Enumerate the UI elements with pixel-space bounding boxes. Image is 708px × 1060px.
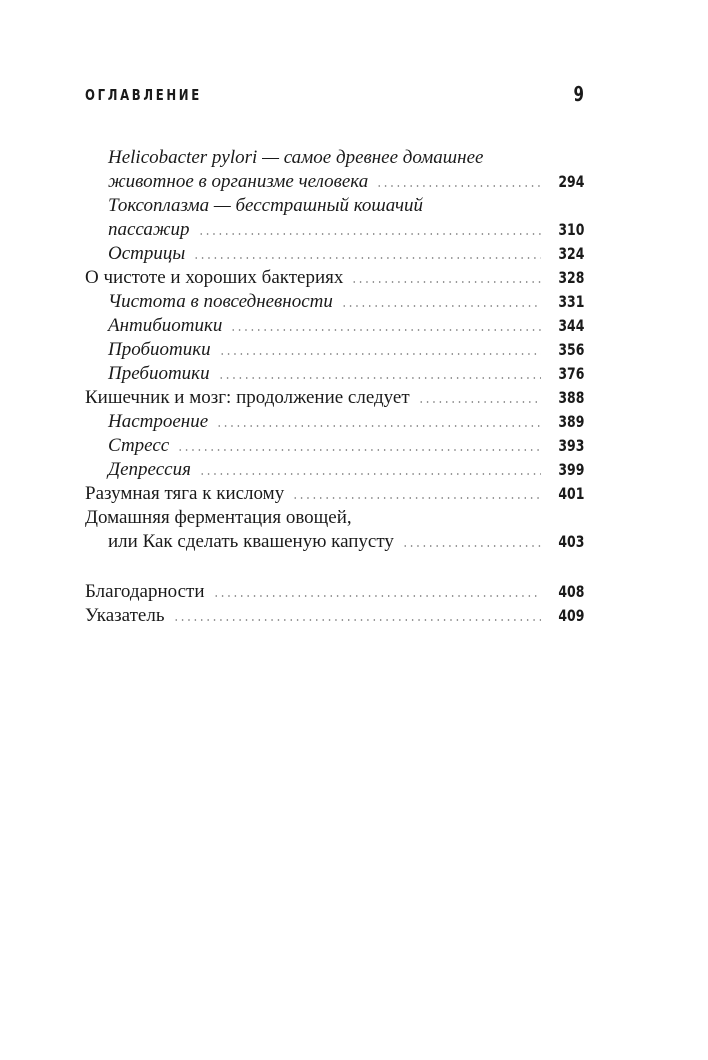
toc-entry-line <box>108 146 584 170</box>
table-of-contents <box>85 146 584 628</box>
toc-entry-title: Настроение <box>108 411 209 432</box>
dot-leader <box>402 544 541 548</box>
toc-entry-title: Острицы <box>108 243 186 264</box>
toc-entry[interactable] <box>85 604 584 628</box>
toc-page-number: 310 <box>557 220 584 239</box>
toc-entry-line <box>108 362 584 386</box>
toc-entry-line <box>108 410 584 434</box>
toc-entry[interactable] <box>85 506 584 554</box>
toc-entry[interactable] <box>85 338 584 362</box>
toc-page-number: 356 <box>557 340 584 359</box>
toc-page-number: 294 <box>557 172 584 191</box>
toc-entry[interactable] <box>85 314 584 338</box>
toc-page-number: 403 <box>557 532 584 551</box>
toc-entry[interactable] <box>85 386 584 410</box>
toc-entry[interactable] <box>85 242 584 266</box>
toc-entry-line <box>108 218 584 242</box>
toc-entry-title: животное в организме человека <box>108 171 369 192</box>
toc-entry-line <box>85 580 584 604</box>
toc-entry-line <box>108 242 584 266</box>
page-number: 9 <box>573 82 584 106</box>
toc-entry[interactable] <box>85 362 584 386</box>
toc-entry[interactable] <box>85 458 584 482</box>
toc-entry-line <box>108 314 584 338</box>
dot-leader <box>198 232 541 236</box>
toc-back-matter <box>85 580 584 628</box>
toc-page-number: 408 <box>557 582 584 601</box>
dot-leader <box>218 376 541 380</box>
toc-page-number: 401 <box>557 484 584 503</box>
toc-entry-title: Депрессия <box>108 459 191 480</box>
running-title: ОГЛАВЛЕНИЕ <box>85 86 202 104</box>
dot-leader <box>173 618 541 622</box>
toc-page-number: 328 <box>557 268 584 287</box>
toc-page-number: 389 <box>557 412 584 431</box>
dot-leader <box>219 352 541 356</box>
toc-entry-title: Пробиотики <box>108 339 211 360</box>
dot-leader <box>193 256 540 260</box>
toc-entry-title: Helicobacter pylori — самое древнее домашнее <box>108 147 484 168</box>
toc-entry-line <box>85 482 584 506</box>
toc-entry-title: Кишечник и мозг: продолжение следует <box>85 387 410 408</box>
dot-leader <box>418 400 541 404</box>
toc-entry[interactable] <box>85 290 584 314</box>
dot-leader <box>292 496 540 500</box>
toc-entry-line <box>108 458 584 482</box>
dot-leader <box>376 184 540 188</box>
toc-entry-title: Чистота в повседневности <box>108 291 333 312</box>
toc-entry-line <box>85 386 584 410</box>
toc-entry[interactable] <box>85 410 584 434</box>
dot-leader <box>177 448 540 452</box>
toc-gap <box>85 554 584 580</box>
dot-leader <box>199 472 541 476</box>
toc-entry-title: или Как сделать квашеную капусту <box>108 531 394 552</box>
toc-entry-line <box>108 170 584 194</box>
toc-entry-line <box>108 434 584 458</box>
toc-entry[interactable] <box>85 194 584 242</box>
toc-page-number: 388 <box>557 388 584 407</box>
toc-entry-title: Домашняя ферментация овощей, <box>85 507 352 528</box>
toc-page-number: 344 <box>557 316 584 335</box>
toc-entry-line <box>85 530 584 554</box>
toc-entry-title: Стресс <box>108 435 170 456</box>
toc-page-number: 376 <box>557 364 584 383</box>
toc-entry[interactable] <box>85 146 584 194</box>
dot-leader <box>216 424 540 428</box>
toc-entry-title: Разумная тяга к кислому <box>85 483 285 504</box>
toc-entry-line <box>85 604 584 628</box>
running-header <box>85 84 584 108</box>
toc-entry-line <box>108 194 584 218</box>
toc-page-number: 331 <box>557 292 584 311</box>
toc-entry[interactable] <box>85 580 584 604</box>
toc-entry[interactable] <box>85 266 584 290</box>
toc-entry-title: Пребиотики <box>108 363 210 384</box>
toc-entry-line <box>108 338 584 362</box>
toc-entry-title: Указатель <box>85 605 165 626</box>
toc-page-number: 393 <box>557 436 584 455</box>
toc-entry-title: Токсоплазма — бесстрашный кошачий <box>108 195 424 216</box>
dot-leader <box>341 304 541 308</box>
toc-page-number: 409 <box>557 606 584 625</box>
toc-entry-title: Антибиотики <box>108 315 223 336</box>
toc-entry-line <box>85 506 584 530</box>
toc-entry-title: О чистоте и хороших бактериях <box>85 267 344 288</box>
dot-leader <box>351 280 540 284</box>
toc-entry-line <box>108 290 584 314</box>
toc-entry[interactable] <box>85 482 584 506</box>
dot-leader <box>230 328 540 332</box>
toc-entry-title: Благодарности <box>85 581 205 602</box>
toc-main-entries <box>85 146 584 554</box>
toc-entry[interactable] <box>85 434 584 458</box>
toc-entry-line <box>85 266 584 290</box>
toc-page-number: 324 <box>557 244 584 263</box>
toc-page-number: 399 <box>557 460 584 479</box>
dot-leader <box>213 594 541 598</box>
toc-entry-title: пассажир <box>108 219 190 240</box>
